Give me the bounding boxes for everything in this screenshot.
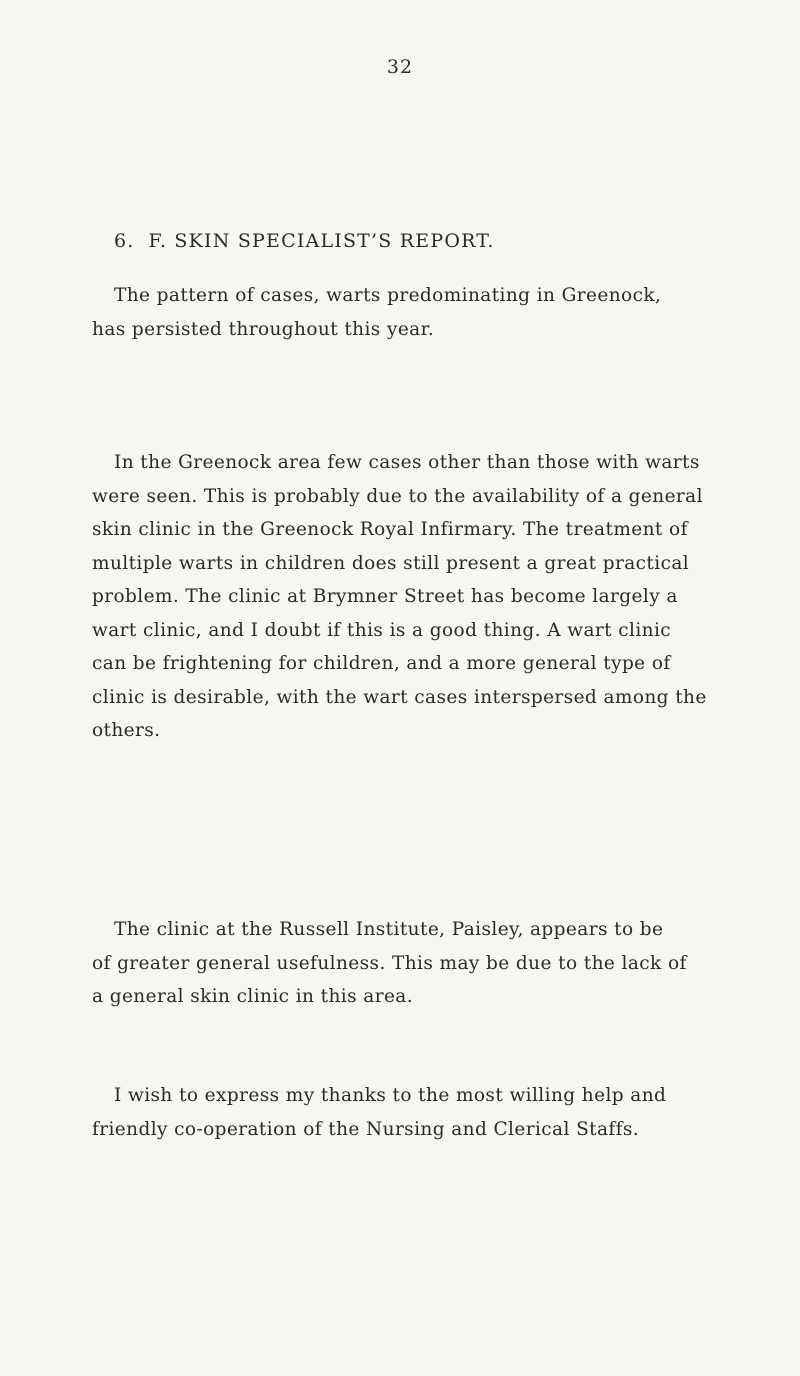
paragraph-line: were seen. This is probably due to the availability of a general <box>92 485 703 507</box>
paragraph-line: wart clinic, and I doubt if this is a good thing. A wart clinic <box>92 619 672 641</box>
page-number: 32 <box>386 56 414 78</box>
paragraph-line: others. <box>92 720 161 741</box>
section-number: 6. <box>114 230 135 252</box>
paragraph-line: of greater general usefulness. This may be due to the lack of <box>92 952 687 974</box>
paragraph-line: friendly co-operation of the Nursing and Clerical Staffs. <box>92 1118 640 1140</box>
paragraph-greenock-area <box>92 446 782 748</box>
paragraph-line: a general skin clinic in this area. <box>92 986 414 1007</box>
paragraph-russell-institute <box>92 913 782 1014</box>
paragraph-line: The clinic at the Russell Institute, Paisley, appears to be <box>114 919 664 940</box>
paragraph-thanks <box>92 1079 782 1146</box>
paragraph-line: The pattern of cases, warts predominating in Greenock, <box>114 285 662 306</box>
paragraph-pattern-of-cases <box>92 279 782 346</box>
paragraph-line: can be frightening for children, and a more general type of <box>92 653 671 674</box>
paragraph-line: I wish to express my thanks to the most willing help and <box>114 1085 667 1106</box>
section-title: F. SKIN SPECIALIST’S REPORT. <box>148 230 495 252</box>
paragraph-line: In the Greenock area few cases other than those with warts <box>114 452 700 473</box>
paragraph-line: skin clinic in the Greenock Royal Infirmary. The treatment of <box>92 519 688 540</box>
paragraph-line: clinic is desirable, with the wart cases interspersed among the <box>92 686 707 708</box>
paragraph-line: multiple warts in children does still present a great practical <box>92 552 690 574</box>
paragraph-line: has persisted throughout this year. <box>92 318 435 340</box>
section-heading <box>114 230 495 252</box>
paragraph-line: problem. The clinic at Brymner Street has become largely a <box>92 586 678 607</box>
